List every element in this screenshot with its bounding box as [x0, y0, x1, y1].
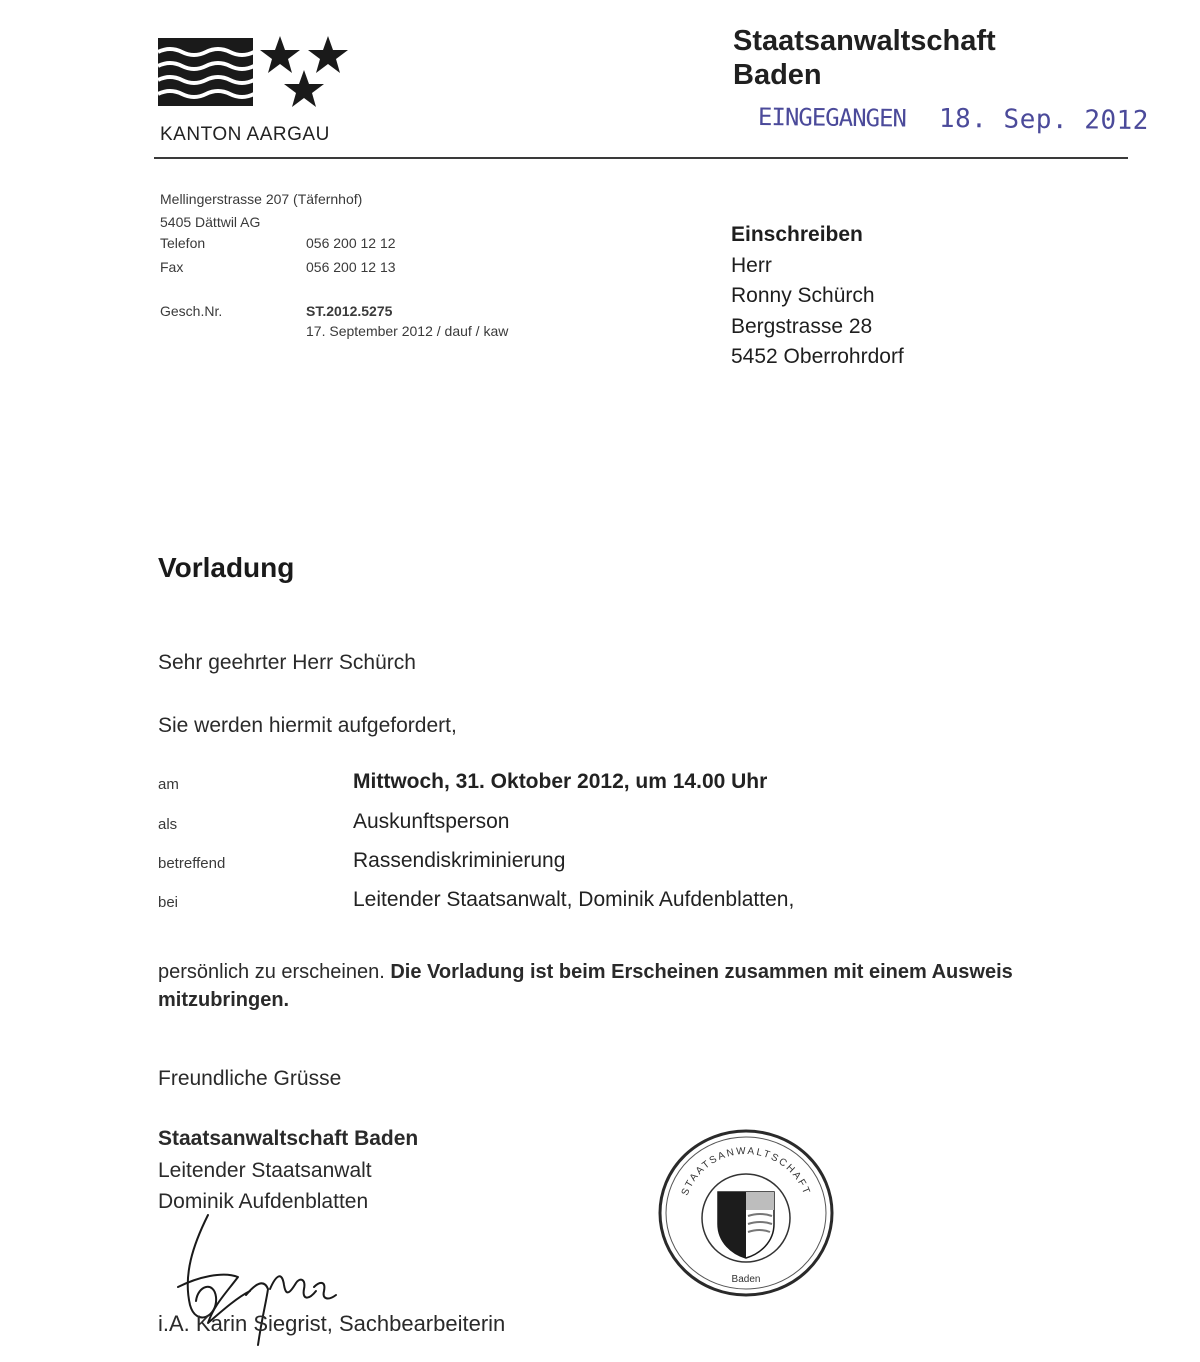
- recipient-city: 5452 Oberrohrdorf: [731, 345, 904, 368]
- detail-key-official: bei: [158, 894, 179, 911]
- signed-by: i.A. Karin Siegrist, Sachbearbeiterin: [158, 1311, 506, 1336]
- closing-role: Leitender Staatsanwalt: [158, 1159, 372, 1182]
- closing-name: Dominik Aufdenblatten: [158, 1190, 369, 1213]
- seal-ring-text: STAATSANWALTSCHAFT: [679, 1145, 813, 1198]
- detail-value-subject: Rassendiskriminierung: [353, 849, 566, 872]
- detail-key-subject: betreffend: [158, 855, 226, 872]
- received-stamp: [758, 102, 1149, 136]
- fax-value: 056 200 12 13: [306, 259, 396, 275]
- letter-title: Vorladung: [158, 552, 295, 583]
- letter-greeting: Sehr geehrter Herr Schürch: [158, 651, 416, 674]
- recipient-name: Ronny Schürch: [731, 284, 875, 307]
- telefon-label: Telefon: [160, 235, 206, 251]
- appearance-text: persönlich zu erscheinen.: [158, 961, 385, 983]
- detail-value-role: Auskunftsperson: [353, 810, 510, 833]
- sender-city: 5405 Dättwil AG: [160, 214, 261, 230]
- official-round-seal-icon: [656, 1128, 836, 1298]
- delivery-method: Einschreiben: [731, 223, 863, 246]
- recipient-street: Bergstrasse 28: [731, 315, 873, 338]
- recipient-salutation: Herr: [731, 254, 772, 277]
- svg-text:STAATSANWALTSCHAFT: [680, 1146, 813, 1197]
- seal-bottom-text: Baden: [731, 1274, 761, 1285]
- appearance-requirement: Die Vorladung ist beim Erscheinen zusammen mit einem Ausweis mitzubringen.: [158, 961, 1013, 1011]
- sender-street: Mellingerstrasse 207 (Täfernhof): [160, 191, 363, 207]
- canton-name: KANTON AARGAU: [160, 124, 330, 145]
- gesch-number: ST.2012.5275: [306, 303, 393, 319]
- header-divider: [154, 157, 1128, 159]
- detail-value-date: Mittwoch, 31. Oktober 2012, um 14.00 Uhr: [353, 770, 768, 793]
- letter-intro: Sie werden hiermit aufgefordert,: [158, 714, 457, 737]
- received-stamp-date: 18. Sep. 2012: [938, 103, 1150, 137]
- gesch-label: Gesch.Nr.: [160, 303, 223, 319]
- appearance-instructions: [158, 958, 1098, 1014]
- fax-label: Fax: [160, 259, 184, 275]
- kanton-aargau-logo-icon: [158, 36, 353, 108]
- received-stamp-label: EINGEGANGEN: [757, 102, 907, 133]
- office-name-line1: Staatsanwaltschaft: [733, 25, 996, 57]
- office-name-line2: Baden: [733, 59, 822, 91]
- detail-key-date: am: [158, 776, 179, 793]
- detail-key-role: als: [158, 816, 178, 833]
- office-name: [733, 24, 996, 92]
- closing-office: Staatsanwaltschaft Baden: [158, 1127, 419, 1150]
- detail-value-official: Leitender Staatsanwalt, Dominik Aufdenblatten,: [353, 888, 795, 911]
- letter-date-reference: 17. September 2012 / dauf / kaw: [306, 323, 509, 339]
- closing-greeting: Freundliche Grüsse: [158, 1067, 342, 1090]
- telefon-value: 056 200 12 12: [306, 235, 396, 251]
